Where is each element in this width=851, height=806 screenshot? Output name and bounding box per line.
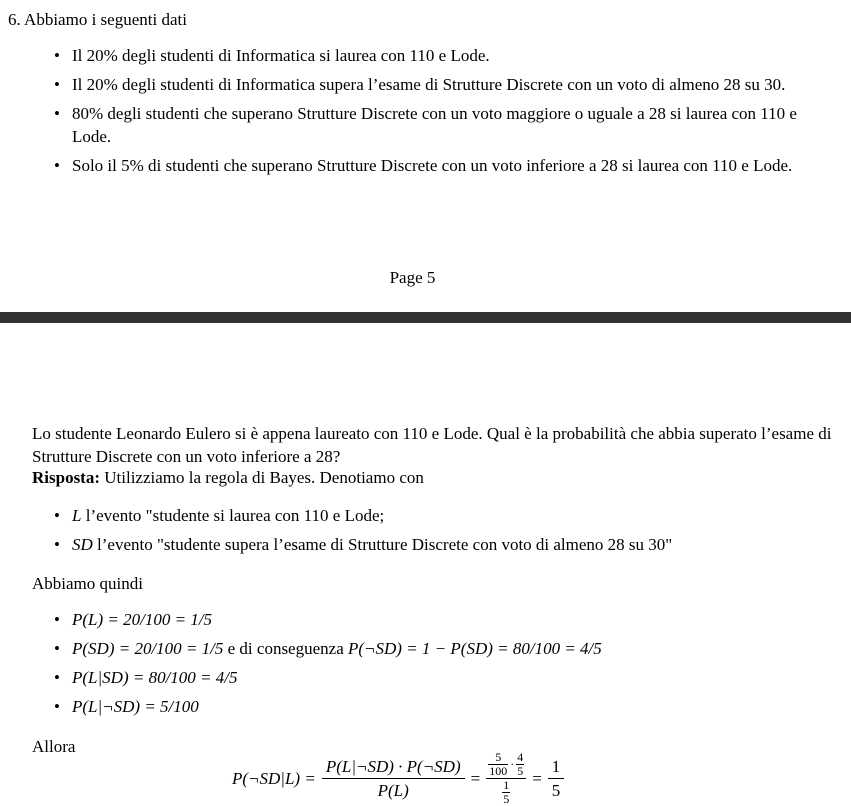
bayes-formula xyxy=(232,749,564,806)
list-item xyxy=(72,695,832,724)
equals-sign: = xyxy=(532,768,542,788)
question-text: Lo studente Leonardo Eulero si è appena laureato con 110 e Lode. Qual è la probabilità che abbia superato l’esame di Strutture Discrete con un voto inferiore a 28? xyxy=(32,424,832,466)
result-fraction xyxy=(548,755,565,802)
allora-text: Allora xyxy=(32,737,76,756)
list-item xyxy=(72,637,832,666)
compound-denominator xyxy=(486,779,526,806)
compound-fraction xyxy=(486,751,526,806)
list-item xyxy=(72,533,832,562)
compound-numerator xyxy=(486,751,526,779)
formula-lhs: P(¬SD|L) = xyxy=(232,768,316,788)
fraction-4-5 xyxy=(516,751,524,778)
abbiamo-quindi: Abbiamo quindi xyxy=(32,574,143,593)
list-item: • Solo il 5% di studenti che superano Strutture Discrete con un voto inferiore a 28 si laurea con 110 e Lode. xyxy=(72,154,832,200)
fraction-numerator: 1 xyxy=(503,777,510,792)
page-number: Page 5 xyxy=(389,268,436,287)
fraction-denominator: 5 xyxy=(517,763,524,778)
fraction-1-5 xyxy=(502,779,510,806)
prob-not-SD: P(¬SD) = 1 − P(SD) = 80/100 = 4/5 xyxy=(348,639,602,658)
problem-heading: 6. Abbiamo i seguenti dati xyxy=(8,10,187,29)
list-item xyxy=(72,504,832,533)
definition-text: l’evento "studente supera l’esame di Strutture Discrete con voto di almeno 28 su 30" xyxy=(97,535,673,554)
prob-L-given-SD: P(L|SD) = 80/100 = 4/5 xyxy=(72,668,238,687)
probabilities-list xyxy=(72,608,832,724)
fraction-numerator: 1 xyxy=(548,755,565,779)
prob-SD: P(SD) = 20/100 = 1/5 xyxy=(72,639,224,658)
answer-text: Utilizziamo la regola di Bayes. Denotiamo con xyxy=(104,468,424,487)
fraction-5-100 xyxy=(488,751,508,778)
definitions-list xyxy=(72,504,832,562)
conseguenza-text: e di conseguenza xyxy=(227,639,344,658)
dot-operator: · xyxy=(510,756,515,771)
data-list xyxy=(72,44,832,200)
list-item: • Il 20% degli studenti di Informatica si laurea con 110 e Lode. xyxy=(72,44,832,73)
prob-L: P(L) = 20/100 = 1/5 xyxy=(72,610,213,629)
symbol-L: L xyxy=(72,506,82,525)
list-item xyxy=(72,608,832,637)
prob-L-given-not-SD: P(L|¬SD) = 5/100 xyxy=(72,697,199,716)
fraction-numerator: P(L|¬SD) · P(¬SD) xyxy=(322,755,465,779)
list-item: • Il 20% degli studenti di Informatica supera l’esame di Strutture Discrete con un voto di almeno 28 su 30. xyxy=(72,73,832,102)
symbol-SD: SD xyxy=(72,535,93,554)
fraction-denominator: 5 xyxy=(551,780,561,800)
fraction-numerator: 4 xyxy=(517,749,524,764)
list-item xyxy=(72,666,832,695)
answer-label: Risposta: xyxy=(32,468,101,487)
fraction-denominator: 100 xyxy=(489,763,508,778)
answer-line xyxy=(32,466,832,489)
list-item: • 80% degli studenti che superano Strutture Discrete con un voto maggiore o uguale a 28 si laurea con 110 e Lode. xyxy=(72,102,832,154)
bayes-fraction xyxy=(322,755,465,802)
fraction-denominator: P(L) xyxy=(377,780,409,800)
fraction-denominator: 5 xyxy=(503,791,510,806)
fraction-numerator: 5 xyxy=(488,751,508,765)
definition-text: l’evento "studente si laurea con 110 e Lode; xyxy=(85,506,385,525)
page-divider xyxy=(0,312,851,323)
equals-sign: = xyxy=(470,768,481,788)
